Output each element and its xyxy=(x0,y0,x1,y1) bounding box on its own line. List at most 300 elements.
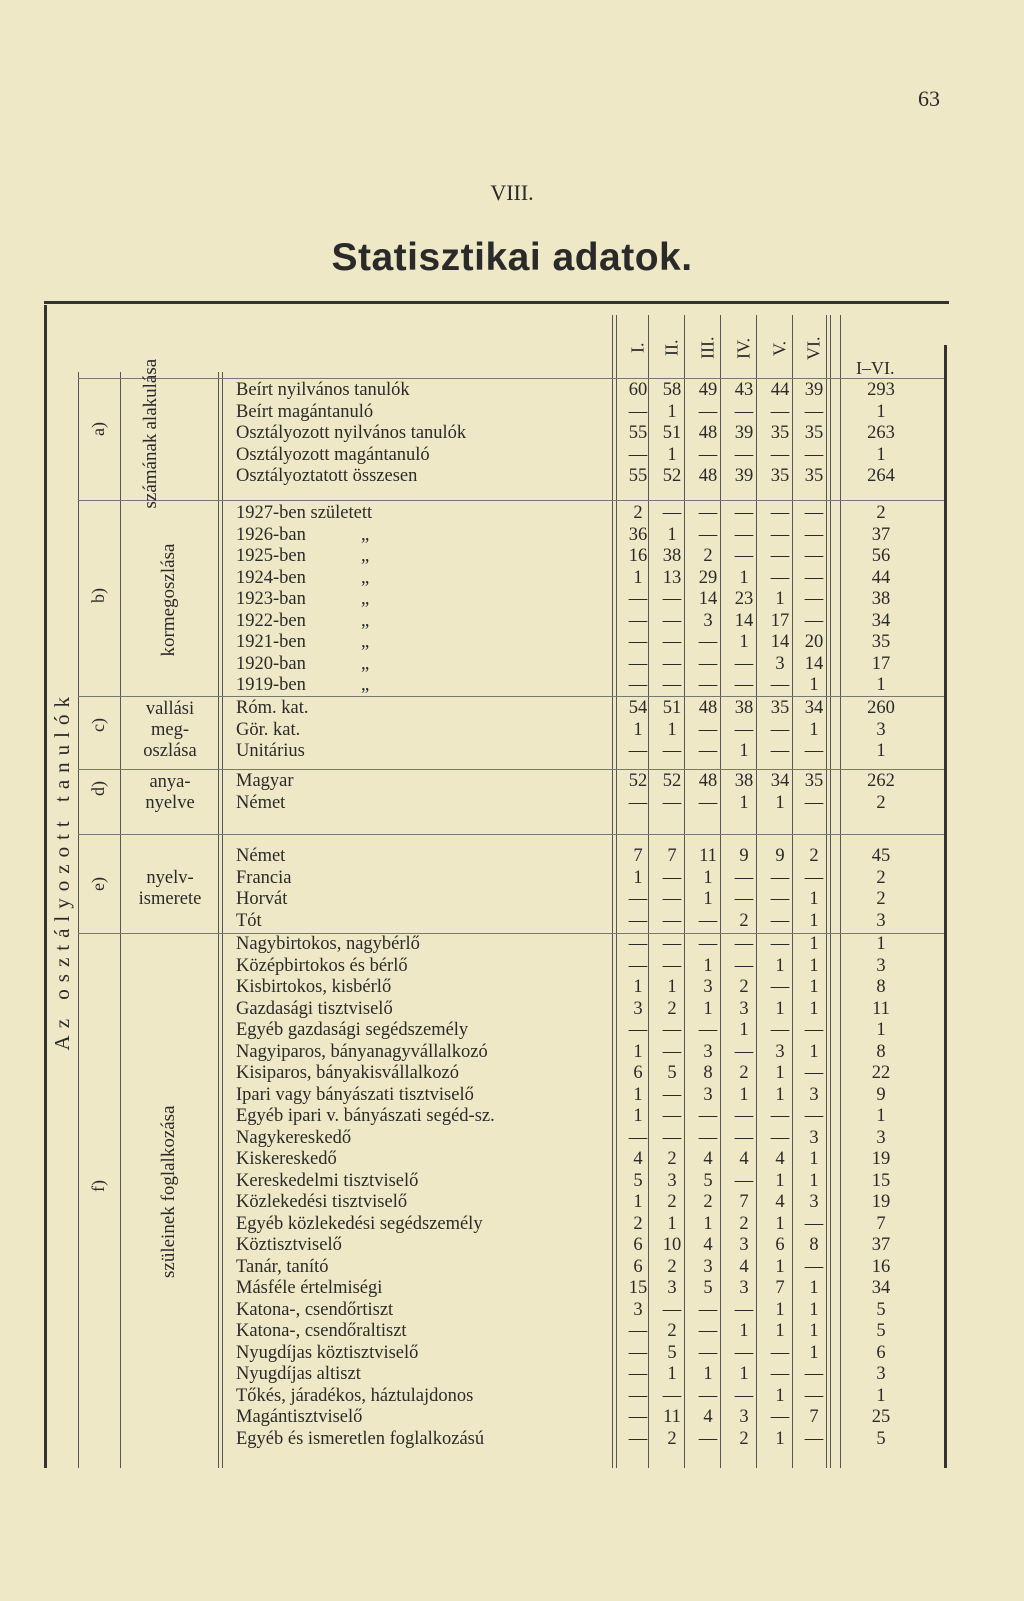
group-label-line: vallási xyxy=(145,698,195,719)
cell-class-1: 3 xyxy=(633,1299,643,1320)
row-label: Német xyxy=(236,846,286,866)
table-row xyxy=(236,1128,926,1150)
cell-class-3: 48 xyxy=(698,423,718,443)
cell-class-2: — xyxy=(662,1299,682,1320)
cell-class-3: — xyxy=(698,910,718,931)
cell-class-3: 1 xyxy=(703,867,713,888)
row-label: Közlekedési tisztviselő xyxy=(236,1192,408,1212)
cell-class-6: — xyxy=(804,401,824,422)
cell-class-5: 14 xyxy=(770,632,790,652)
row-label: Nagyiparos, bányanagyvállalkozó xyxy=(236,1041,488,1062)
row-label: Egyéb ipari v. bányászati segéd-sz. xyxy=(236,1106,495,1126)
cell-total: 5 xyxy=(876,1299,886,1320)
cell-class-1: 5 xyxy=(633,1170,643,1191)
cell-class-3: — xyxy=(698,719,718,740)
cell-class-4: — xyxy=(734,675,754,695)
cell-class-5: — xyxy=(770,1020,790,1040)
cell-total: 45 xyxy=(871,846,891,866)
cell-class-1: 1 xyxy=(633,977,643,997)
chapter-heading: VIII. xyxy=(490,180,534,205)
cell-class-5: 3 xyxy=(775,1041,785,1062)
table-row xyxy=(236,956,926,978)
cell-class-4: 3 xyxy=(739,1235,749,1255)
cell-class-3: 5 xyxy=(703,1278,713,1298)
column-header-1: I. xyxy=(627,342,648,354)
cell-class-6: — xyxy=(804,546,824,566)
cell-class-1: 1 xyxy=(633,567,643,588)
table-row xyxy=(236,1085,926,1107)
row-label: Gör. kat. xyxy=(236,719,301,740)
section-letter: b) xyxy=(88,587,108,603)
cell-class-5: 35 xyxy=(770,466,790,486)
group-label-line: nyelve xyxy=(145,792,195,813)
cell-class-5: — xyxy=(770,1364,790,1384)
row-label: Tót xyxy=(236,910,262,931)
cell-total: 1 xyxy=(876,675,886,695)
cell-class-3: — xyxy=(698,741,718,761)
cell-class-3: — xyxy=(698,401,718,422)
cell-class-6: — xyxy=(804,741,824,761)
row-label: Beírt magántanuló xyxy=(236,401,374,422)
cell-class-2: — xyxy=(662,1127,682,1148)
cell-class-5: 1 xyxy=(775,998,785,1019)
row-label: Egyéb és ismeretlen foglalkozású xyxy=(236,1428,485,1449)
column-rule xyxy=(222,372,223,1468)
cell-class-5: 44 xyxy=(770,380,790,400)
cell-class-6: — xyxy=(804,524,824,545)
cell-class-4: 23 xyxy=(734,589,754,609)
table-row xyxy=(236,611,926,633)
cell-class-3: 1 xyxy=(703,955,713,976)
group-label xyxy=(158,936,180,1448)
cell-class-3: — xyxy=(698,1385,718,1406)
cell-class-5: — xyxy=(770,977,790,997)
table-row xyxy=(236,402,926,424)
cell-class-6: — xyxy=(804,1213,824,1234)
cell-total: 9 xyxy=(876,1084,886,1105)
row-label: Kisiparos, bányakisvállalkozó xyxy=(236,1063,459,1083)
cell-class-5: 4 xyxy=(775,1192,785,1212)
cell-class-1: — xyxy=(628,1407,648,1427)
cell-class-4: — xyxy=(734,934,754,954)
cell-class-1: 1 xyxy=(633,1106,643,1126)
cell-class-5: 1 xyxy=(775,955,785,976)
cell-class-3: 4 xyxy=(703,1407,713,1427)
cell-class-2: 1 xyxy=(667,444,677,465)
cell-class-5: — xyxy=(770,1127,790,1148)
cell-class-5: 1 xyxy=(775,792,785,813)
cell-class-4: — xyxy=(734,653,754,674)
cell-class-1: — xyxy=(628,444,648,465)
row-label: Gazdasági tisztviselő xyxy=(236,998,393,1019)
table-row xyxy=(236,771,926,793)
cell-class-2: — xyxy=(662,1084,682,1105)
group-label-line: szüleinek foglalkozása xyxy=(158,1105,179,1279)
table-row xyxy=(236,1429,926,1451)
cell-class-4: 1 xyxy=(739,1084,749,1105)
cell-class-4: 9 xyxy=(739,846,749,866)
cell-class-4: 7 xyxy=(739,1192,749,1212)
cell-class-6: — xyxy=(804,867,824,888)
cell-class-3: 48 xyxy=(698,771,718,791)
row-label: 1927-ben született xyxy=(236,503,373,523)
table-row xyxy=(236,589,926,611)
cell-class-6: — xyxy=(804,589,824,609)
cell-class-1: — xyxy=(628,955,648,976)
column-header-6: VI. xyxy=(803,336,824,360)
table-row xyxy=(236,1278,926,1300)
table-row xyxy=(236,741,926,763)
cell-class-6: — xyxy=(804,792,824,813)
cell-class-6: 1 xyxy=(809,977,819,997)
cell-total: 8 xyxy=(876,1041,886,1062)
cell-class-5: — xyxy=(770,401,790,422)
cell-class-1: 1 xyxy=(633,1192,643,1212)
cell-class-2: — xyxy=(662,889,682,909)
cell-class-5: — xyxy=(770,524,790,545)
cell-class-4: 43 xyxy=(734,380,754,400)
cell-class-3: — xyxy=(698,1106,718,1126)
cell-total: 44 xyxy=(871,567,891,588)
group-label xyxy=(158,505,180,695)
row-label: Kiskereskedő xyxy=(236,1149,337,1169)
cell-total: 16 xyxy=(871,1256,891,1277)
cell-class-4: 2 xyxy=(739,1213,749,1234)
cell-class-2: 7 xyxy=(667,846,677,866)
cell-total: 37 xyxy=(871,524,891,545)
cell-class-6: — xyxy=(804,1385,824,1406)
cell-class-6: 1 xyxy=(809,1299,819,1320)
table-left-border xyxy=(44,305,47,1468)
cell-class-6: 7 xyxy=(809,1407,819,1427)
cell-class-5: — xyxy=(770,1407,790,1427)
cell-class-5: — xyxy=(770,546,790,566)
section-letter: a) xyxy=(88,421,108,436)
cell-class-3: — xyxy=(698,653,718,674)
cell-class-2: 2 xyxy=(667,1256,677,1277)
cell-class-4: 3 xyxy=(739,998,749,1019)
cell-class-1: 52 xyxy=(628,771,648,791)
cell-total: 6 xyxy=(876,1342,886,1363)
table-row xyxy=(236,698,926,720)
cell-class-3: — xyxy=(698,1428,718,1449)
row-label: Nyugdíjas altiszt xyxy=(236,1364,361,1384)
cell-class-3: 3 xyxy=(703,610,713,631)
cell-class-1: — xyxy=(628,1428,648,1449)
cell-class-1: — xyxy=(628,934,648,954)
table-row xyxy=(236,889,926,911)
ditto-mark: „ xyxy=(361,675,370,695)
cell-class-5: — xyxy=(770,1342,790,1363)
table-row xyxy=(236,1106,926,1128)
cell-class-6: 8 xyxy=(809,1235,819,1255)
cell-total: 35 xyxy=(871,632,891,652)
cell-class-5: 1 xyxy=(775,1256,785,1277)
cell-class-6: 3 xyxy=(809,1127,819,1148)
table-row xyxy=(236,654,926,676)
cell-class-2: — xyxy=(662,1106,682,1126)
row-label: Magyar xyxy=(236,771,294,791)
cell-class-6: 1 xyxy=(809,998,819,1019)
cell-class-3: 5 xyxy=(703,1170,713,1191)
cell-class-3: 1 xyxy=(703,1364,713,1384)
section-letter: d) xyxy=(88,780,108,796)
cell-class-2: — xyxy=(662,675,682,695)
cell-class-2: 11 xyxy=(663,1407,681,1427)
cell-class-6: 35 xyxy=(804,423,824,443)
cell-class-4: — xyxy=(734,889,754,909)
table-row xyxy=(236,1407,926,1429)
cell-class-2: — xyxy=(662,792,682,813)
cell-class-3: 1 xyxy=(703,889,713,909)
cell-total: 5 xyxy=(876,1321,886,1341)
cell-class-2: 3 xyxy=(667,1170,677,1191)
section-letter: c) xyxy=(88,718,108,733)
table-row xyxy=(236,868,926,890)
cell-total: 15 xyxy=(871,1170,891,1191)
cell-class-4: — xyxy=(734,444,754,465)
row-label: 1922-ben xyxy=(236,610,306,631)
ditto-mark: „ xyxy=(361,632,370,652)
cell-total: 1 xyxy=(876,1385,886,1406)
cell-class-3: — xyxy=(698,524,718,545)
ditto-mark: „ xyxy=(361,589,370,609)
cell-class-1: 1 xyxy=(633,867,643,888)
cell-class-5: 35 xyxy=(770,698,790,718)
cell-class-3: 29 xyxy=(698,567,718,588)
row-label: Tőkés, járadékos, háztulajdonos xyxy=(236,1385,474,1406)
cell-class-3: 3 xyxy=(703,977,713,997)
section-rule xyxy=(78,769,944,770)
cell-class-5: — xyxy=(770,910,790,931)
section-letter: e) xyxy=(88,877,108,891)
table-row xyxy=(236,423,926,445)
table-row xyxy=(236,1321,926,1343)
cell-class-2: 1 xyxy=(667,401,677,422)
table-row xyxy=(236,525,926,547)
cell-class-6: — xyxy=(804,1063,824,1083)
cell-class-6: 1 xyxy=(809,1278,819,1298)
row-label: 1923-ban xyxy=(236,589,306,609)
cell-total: 3 xyxy=(876,955,886,976)
table-row xyxy=(236,1364,926,1386)
cell-class-6: 2 xyxy=(809,846,819,866)
section-rule xyxy=(78,500,944,501)
cell-class-1: — xyxy=(628,741,648,761)
cell-class-2: 5 xyxy=(667,1063,677,1083)
cell-class-3: — xyxy=(698,444,718,465)
cell-class-2: 2 xyxy=(667,1192,677,1212)
ditto-mark: „ xyxy=(361,567,370,588)
group-label-line: ismerete xyxy=(138,889,202,909)
cell-class-6: 3 xyxy=(809,1084,819,1105)
cell-class-2: — xyxy=(662,910,682,931)
cell-class-1: 60 xyxy=(628,380,648,400)
row-label: Tanár, tanító xyxy=(236,1256,329,1277)
cell-class-1: — xyxy=(628,589,648,609)
cell-class-6: — xyxy=(804,1364,824,1384)
cell-class-5: 6 xyxy=(775,1235,785,1255)
group-label-line: oszlása xyxy=(143,740,197,761)
cell-total: 264 xyxy=(867,466,895,486)
cell-class-6: 35 xyxy=(804,466,824,486)
cell-class-6: — xyxy=(804,610,824,631)
cell-class-2: 1 xyxy=(667,1213,677,1234)
cell-total: 2 xyxy=(876,889,886,909)
row-label: Egyéb közlekedési segédszemély xyxy=(236,1213,483,1234)
cell-class-4: 1 xyxy=(739,1364,749,1384)
cell-class-2: — xyxy=(662,934,682,954)
cell-class-6: 1 xyxy=(809,955,819,976)
cell-class-3: 3 xyxy=(703,1084,713,1105)
cell-class-4: 38 xyxy=(734,698,754,718)
cell-class-1: — xyxy=(628,1321,648,1341)
group-label-line: alakulása xyxy=(140,358,161,430)
table-row xyxy=(236,632,926,654)
cell-class-5: 1 xyxy=(775,1170,785,1191)
group-label xyxy=(140,358,162,509)
cell-class-3: 4 xyxy=(703,1149,713,1169)
cell-class-5: 1 xyxy=(775,1385,785,1406)
table-row xyxy=(236,568,926,590)
table-row xyxy=(236,1300,926,1322)
cell-total: 34 xyxy=(871,610,891,631)
cell-class-2: — xyxy=(662,1041,682,1062)
column-rule xyxy=(78,372,79,1468)
row-label: Kereskedelmi tisztviselő xyxy=(236,1170,419,1191)
cell-class-5: 7 xyxy=(775,1278,785,1298)
cell-class-6: 35 xyxy=(804,771,824,791)
cell-class-5: 1 xyxy=(775,1428,785,1449)
column-rule xyxy=(120,372,121,1468)
row-label: Nagykereskedő xyxy=(236,1127,352,1148)
cell-class-4: 3 xyxy=(739,1278,749,1298)
cell-class-6: 1 xyxy=(809,1321,819,1341)
cell-class-3: — xyxy=(698,1321,718,1341)
group-label-line: nyelv- xyxy=(146,868,194,888)
cell-class-5: 1 xyxy=(775,589,785,609)
table-row xyxy=(236,1386,926,1408)
page-number: 63 xyxy=(918,86,940,111)
cell-total: 2 xyxy=(876,867,886,888)
cell-class-5: — xyxy=(770,719,790,740)
table-row xyxy=(236,380,926,402)
cell-class-2: 51 xyxy=(662,698,682,718)
cell-class-2: 10 xyxy=(662,1235,682,1255)
cell-class-5: 34 xyxy=(770,771,790,791)
ditto-mark: „ xyxy=(361,610,370,631)
table-row xyxy=(236,793,926,815)
cell-class-5: — xyxy=(770,867,790,888)
cell-class-5: 1 xyxy=(775,1321,785,1341)
cell-class-2: — xyxy=(662,955,682,976)
section-letter: f) xyxy=(88,1180,108,1192)
cell-class-6: — xyxy=(804,1256,824,1277)
cell-class-4: 1 xyxy=(739,792,749,813)
cell-total: 1 xyxy=(876,934,886,954)
cell-total: 25 xyxy=(871,1407,891,1427)
cell-class-3: 49 xyxy=(698,380,718,400)
table-row xyxy=(236,1171,926,1193)
cell-total: 1 xyxy=(876,741,886,761)
cell-total: 7 xyxy=(876,1213,886,1234)
cell-class-1: 55 xyxy=(628,423,648,443)
cell-class-2: 1 xyxy=(667,1364,677,1384)
row-label: Francia xyxy=(236,867,292,888)
cell-total: 3 xyxy=(876,719,886,740)
cell-class-6: 1 xyxy=(809,719,819,740)
table-row xyxy=(236,466,926,488)
cell-class-4: 2 xyxy=(739,977,749,997)
table-row xyxy=(236,1149,926,1171)
cell-total: 2 xyxy=(876,792,886,813)
row-label: Középbirtokos és bérlő xyxy=(236,955,408,976)
cell-total: 19 xyxy=(871,1192,891,1212)
cell-total: 260 xyxy=(867,698,895,718)
group-label-line: számának xyxy=(140,433,161,509)
cell-class-3: 14 xyxy=(698,589,718,609)
cell-class-2: 2 xyxy=(667,1149,677,1169)
row-label: Róm. kat. xyxy=(236,698,309,718)
page-title: Statisztikai adatok. xyxy=(331,236,693,279)
row-label: Osztályozott nyilvános tanulók xyxy=(236,423,467,443)
cell-total: 34 xyxy=(871,1278,891,1298)
table-row xyxy=(236,1214,926,1236)
cell-class-1: — xyxy=(628,1385,648,1406)
cell-total: 3 xyxy=(876,1364,886,1384)
cell-class-5: 1 xyxy=(775,1084,785,1105)
ditto-mark: „ xyxy=(361,546,370,566)
row-label: Osztályozott magántanuló xyxy=(236,444,430,465)
cell-class-6: 1 xyxy=(809,1342,819,1363)
cell-total: 38 xyxy=(871,589,891,609)
cell-class-4: 14 xyxy=(734,610,754,631)
cell-class-1: 54 xyxy=(628,698,648,718)
cell-class-4: 2 xyxy=(739,1428,749,1449)
cell-class-3: — xyxy=(698,1299,718,1320)
row-label: Unitárius xyxy=(236,741,305,761)
cell-class-1: — xyxy=(628,889,648,909)
cell-class-3: — xyxy=(698,934,718,954)
cell-class-4: 2 xyxy=(739,910,749,931)
cell-class-3: 2 xyxy=(703,546,713,566)
row-label: 1921-ben xyxy=(236,632,306,652)
cell-class-5: 1 xyxy=(775,1213,785,1234)
row-label: Német xyxy=(236,792,286,813)
cell-class-5: 1 xyxy=(775,1299,785,1320)
cell-class-5: — xyxy=(770,503,790,523)
cell-class-6: 1 xyxy=(809,1149,819,1169)
cell-class-2: — xyxy=(662,867,682,888)
cell-class-4: — xyxy=(734,1342,754,1363)
cell-class-2: — xyxy=(662,589,682,609)
cell-class-1: 2 xyxy=(633,1213,643,1234)
cell-class-3: 1 xyxy=(703,1213,713,1234)
cell-class-2: 1 xyxy=(667,977,677,997)
column-header-2: II. xyxy=(661,339,682,357)
group-label-line: meg- xyxy=(150,719,189,740)
cell-total: 1 xyxy=(876,444,886,465)
table-row xyxy=(236,1235,926,1257)
cell-total: 1 xyxy=(876,1020,886,1040)
row-label: Nagybirtokos, nagybérlő xyxy=(236,934,420,954)
group-label-line: kormegoszlása xyxy=(158,543,179,657)
row-label: 1920-ban xyxy=(236,653,306,674)
cell-class-1: 1 xyxy=(633,719,643,740)
table-row xyxy=(236,1063,926,1085)
cell-class-3: — xyxy=(698,792,718,813)
table-row xyxy=(236,445,926,467)
